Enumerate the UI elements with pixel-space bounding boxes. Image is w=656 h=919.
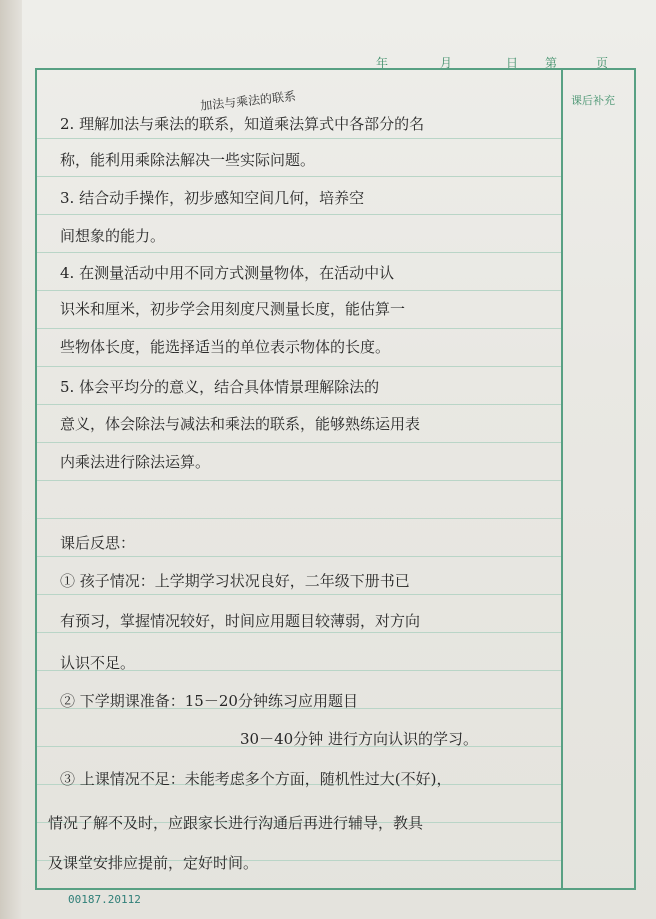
- ruled-line: [37, 518, 561, 519]
- ruled-line: [37, 404, 561, 405]
- header-page-suffix: 页: [596, 56, 610, 70]
- page-edge: [0, 0, 22, 919]
- ruled-line: [37, 214, 561, 215]
- text-line: 情况了解不及时，应跟家长进行沟通后再进行辅导，教具: [48, 814, 424, 832]
- text-line: 有预习，掌握情况较好，时间应用题目较薄弱，对方向: [60, 612, 421, 630]
- text-line: 4. 在测量活动中用不同方式测量物体，在活动中认: [60, 264, 395, 282]
- handwritten-annotation: 加法与乘法的联系: [199, 89, 297, 113]
- ruled-line: [37, 366, 561, 367]
- ruled-line: [37, 176, 561, 177]
- text-line: 内乘法进行除法运算。: [60, 453, 211, 471]
- ruled-line: [37, 632, 561, 633]
- header-day: 日: [506, 56, 520, 70]
- text-line: ① 孩子情况：上学期学习状况良好，二年级下册书已: [60, 572, 410, 590]
- text-line: 3. 结合动手操作，初步感知空间几何，培养空: [60, 189, 365, 207]
- ruled-line: [37, 252, 561, 253]
- text-line: ③ 上课情况不足：未能考虑多个方面，随机性过大(不好)，: [60, 770, 452, 788]
- footer-code: 00187.20112: [68, 893, 141, 906]
- text-line: 些物体长度，能选择适当的单位表示物体的长度。: [60, 338, 391, 356]
- ruled-line: [37, 290, 561, 291]
- ruled-line: [37, 480, 561, 481]
- ruled-line: [37, 594, 561, 595]
- ruled-line: [37, 442, 561, 443]
- ruled-line: [37, 328, 561, 329]
- text-line: 认识不足。: [60, 654, 136, 672]
- ruled-line: [37, 138, 561, 139]
- header-month: 月: [440, 56, 454, 70]
- header-year: 年: [376, 56, 390, 70]
- text-line: 间想象的能力。: [60, 227, 166, 245]
- text-line: 及课堂安排应提前，定好时间。: [48, 854, 259, 872]
- ruled-line: [37, 556, 561, 557]
- text-line: 5. 体会平均分的意义，结合具体情景理解除法的: [60, 378, 380, 396]
- sidebar-title: 课后补充: [571, 94, 615, 107]
- text-line: 称，能利用乘除法解决一些实际问题。: [60, 151, 316, 169]
- text-line: ② 下学期课准备：15－20分钟练习应用题目: [60, 692, 358, 710]
- text-line: 课后反思：: [60, 534, 136, 552]
- text-line: 识米和厘米，初步学会用刻度尺测量长度，能估算一: [60, 300, 406, 318]
- margin-divider: [561, 68, 563, 890]
- text-line: 30－40分钟 进行方向认识的学习。: [240, 730, 478, 748]
- header-page-prefix: 第: [545, 56, 559, 70]
- text-line: 意义，体会除法与减法和乘法的联系，能够熟练运用表: [60, 415, 421, 433]
- text-line: 2. 理解加法与乘法的联系，知道乘法算式中各部分的名: [60, 115, 425, 133]
